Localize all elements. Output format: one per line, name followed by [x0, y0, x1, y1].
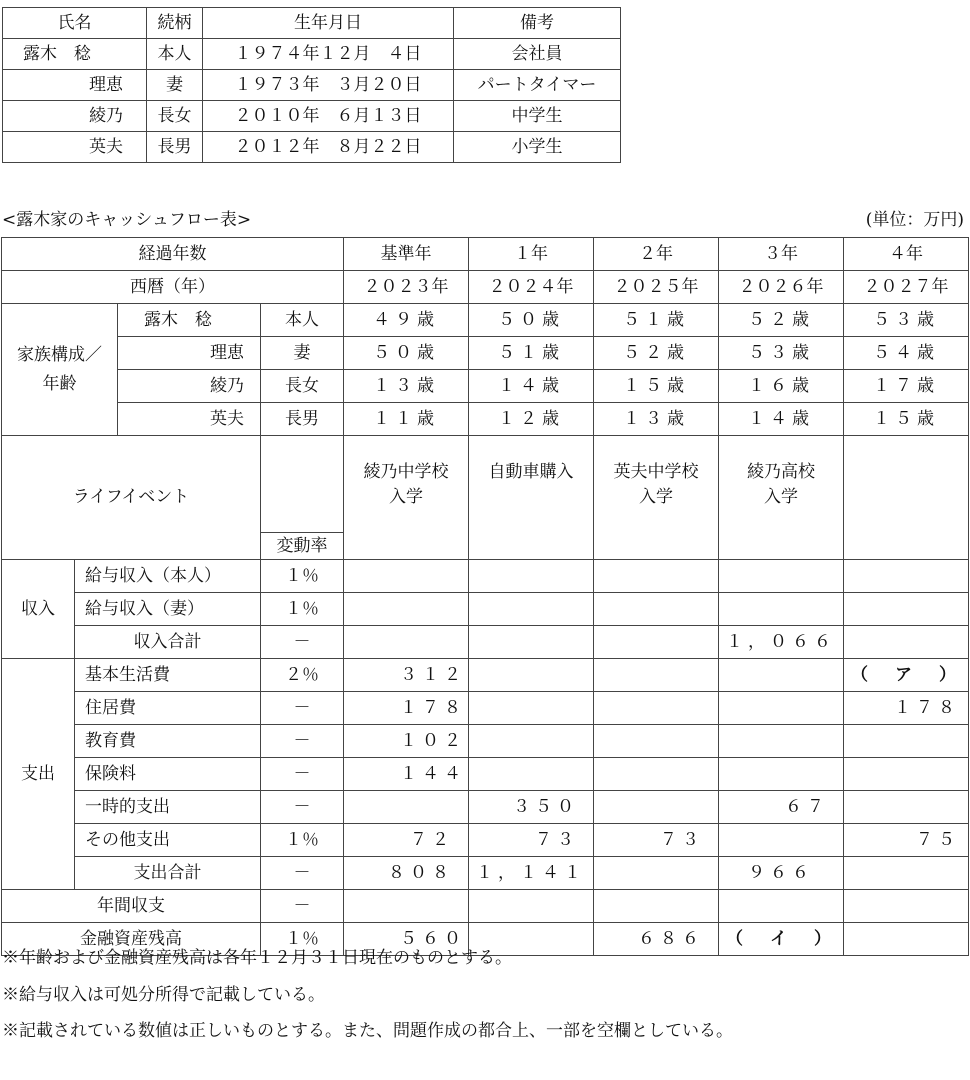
table-row	[2, 370, 969, 403]
value-cell	[719, 593, 844, 626]
member-name: 露木 稔	[118, 304, 261, 337]
age-cell: ５０歳	[344, 337, 469, 370]
age-cell: １７歳	[844, 370, 969, 403]
rate-cell: －	[261, 791, 344, 824]
expense-total-label: 支出合計	[75, 857, 261, 890]
age-cell: ５０歳	[469, 304, 594, 337]
age-cell: ５３歳	[719, 337, 844, 370]
rate-cell: －	[261, 692, 344, 725]
value-cell: １４４	[344, 758, 469, 791]
row-label: 一時的支出	[75, 791, 261, 824]
value-cell: ７５	[844, 824, 969, 857]
value-cell	[594, 791, 719, 824]
value-cell: ７３	[469, 824, 594, 857]
life-event-cell: 自動車購入	[469, 436, 594, 560]
value-cell	[344, 791, 469, 824]
family-age-label	[2, 304, 118, 436]
value-cell	[844, 725, 969, 758]
table-row	[2, 593, 969, 626]
value-cell	[344, 593, 469, 626]
member-relation: 長男	[261, 403, 344, 436]
value-cell	[719, 890, 844, 923]
value-cell	[844, 890, 969, 923]
age-cell: １５歳	[594, 370, 719, 403]
table-row	[3, 101, 621, 132]
value-cell	[469, 758, 594, 791]
blank-a: （ ア ）	[844, 659, 969, 692]
value-cell	[594, 692, 719, 725]
member-birth: １９７４年１２月 ４日	[203, 39, 454, 70]
value-cell	[469, 659, 594, 692]
life-event-cell: 綾乃中学校 入学	[344, 436, 469, 560]
header-birth: 生年月日	[203, 8, 454, 39]
table-row	[2, 857, 969, 890]
row-label: 住居費	[75, 692, 261, 725]
value-cell	[469, 626, 594, 659]
table-row	[2, 403, 969, 436]
value-cell	[469, 593, 594, 626]
member-note: 中学生	[454, 101, 621, 132]
value-cell: １７８	[344, 692, 469, 725]
value-cell	[344, 626, 469, 659]
table-row	[3, 70, 621, 101]
value-cell	[844, 593, 969, 626]
header-relation: 続柄	[147, 8, 203, 39]
row-label: 教育費	[75, 725, 261, 758]
value-cell	[469, 692, 594, 725]
table-row	[2, 758, 969, 791]
value-cell: １，０６６	[719, 626, 844, 659]
family-label-line1: 家族構成／	[17, 344, 102, 365]
value-cell	[594, 857, 719, 890]
label-calendar-year: 西暦（年）	[2, 271, 344, 304]
value-cell	[719, 758, 844, 791]
header-note: 備考	[454, 8, 621, 39]
value-cell	[594, 890, 719, 923]
value-cell: ８０８	[344, 857, 469, 890]
value-cell	[469, 560, 594, 593]
table-row	[2, 659, 969, 692]
value-cell	[719, 824, 844, 857]
rate-cell: １％	[261, 560, 344, 593]
value-cell	[594, 560, 719, 593]
life-event-label: ライフイベント	[2, 436, 261, 560]
value-cell	[844, 560, 969, 593]
table-row	[2, 560, 969, 593]
row-label: 保険料	[75, 758, 261, 791]
assets-label: 金融資産残高	[2, 923, 261, 956]
value-cell: １７８	[844, 692, 969, 725]
value-cell	[844, 758, 969, 791]
member-relation: 長女	[261, 370, 344, 403]
table-row	[3, 39, 621, 70]
member-note: 会社員	[454, 39, 621, 70]
rate-cell: －	[261, 758, 344, 791]
age-cell: ５１歳	[594, 304, 719, 337]
rate-cell: １％	[261, 824, 344, 857]
value-cell	[844, 791, 969, 824]
value-cell	[719, 692, 844, 725]
value-cell	[719, 659, 844, 692]
member-relation: 長男	[147, 132, 203, 163]
expense-label: 支出	[2, 659, 75, 890]
value-cell: ３５０	[469, 791, 594, 824]
age-cell: ５３歳	[844, 304, 969, 337]
member-name: 理恵	[118, 337, 261, 370]
member-birth: ２０１２年 ８月２２日	[203, 132, 454, 163]
value-cell	[719, 560, 844, 593]
member-birth: １９７３年 ３月２０日	[203, 70, 454, 101]
life-event-cell: 綾乃高校 入学	[719, 436, 844, 560]
age-cell: １１歳	[344, 403, 469, 436]
row-label: 給与収入（妻）	[75, 593, 261, 626]
table-row	[3, 132, 621, 163]
year-elapsed: 基準年	[344, 238, 469, 271]
calendar-year: ２０２６年	[719, 271, 844, 304]
value-cell	[469, 890, 594, 923]
rate-cell: －	[261, 890, 344, 923]
age-cell: ５２歳	[594, 337, 719, 370]
life-event-cell: 英夫中学校 入学	[594, 436, 719, 560]
rate-cell: －	[261, 626, 344, 659]
age-cell: １４歳	[719, 403, 844, 436]
member-name: 英夫	[3, 132, 147, 163]
note: ※年齢および金融資産残高は各年１２月３１日現在のものとする。	[2, 948, 512, 968]
age-cell: ４９歳	[344, 304, 469, 337]
calendar-year: ２０２５年	[594, 271, 719, 304]
member-relation: 妻	[147, 70, 203, 101]
value-cell: ７２	[344, 824, 469, 857]
note: ※給与収入は可処分所得で記載している。	[2, 985, 325, 1005]
member-relation: 本人	[261, 304, 344, 337]
age-cell: １２歳	[469, 403, 594, 436]
age-cell: １３歳	[594, 403, 719, 436]
row-label: その他支出	[75, 824, 261, 857]
rate-label: 変動率	[261, 533, 344, 560]
member-relation: 妻	[261, 337, 344, 370]
value-cell	[594, 593, 719, 626]
calendar-year: ２０２３年	[344, 271, 469, 304]
calendar-year: ２０２７年	[844, 271, 969, 304]
rate-cell: ２％	[261, 659, 344, 692]
member-name: 理恵	[3, 70, 147, 101]
row-label: 給与収入（本人）	[75, 560, 261, 593]
table-row	[2, 791, 969, 824]
value-cell	[844, 923, 969, 956]
member-name: 露木 稔	[3, 39, 147, 70]
age-cell: ５２歳	[719, 304, 844, 337]
value-cell	[844, 857, 969, 890]
member-name: 綾乃	[3, 101, 147, 132]
label-years-elapsed: 経過年数	[2, 238, 344, 271]
income-label: 収入	[2, 560, 75, 659]
year-elapsed: １年	[469, 238, 594, 271]
member-note: 小学生	[454, 132, 621, 163]
value-cell	[594, 725, 719, 758]
table-row	[2, 304, 969, 337]
family-table	[2, 7, 621, 163]
member-name: 英夫	[118, 403, 261, 436]
value-cell	[469, 725, 594, 758]
value-cell: ６７	[719, 791, 844, 824]
year-elapsed: ２年	[594, 238, 719, 271]
rate-cell: １％	[261, 593, 344, 626]
cashflow-caption: <露木家のキャッシュフロー表>	[2, 210, 252, 230]
member-name: 綾乃	[118, 370, 261, 403]
age-cell: １３歳	[344, 370, 469, 403]
age-cell: １４歳	[469, 370, 594, 403]
value-cell	[594, 626, 719, 659]
member-relation: 長女	[147, 101, 203, 132]
table-row	[2, 824, 969, 857]
value-cell	[594, 758, 719, 791]
value-cell: １０２	[344, 725, 469, 758]
table-row	[2, 725, 969, 758]
calendar-year: ２０２４年	[469, 271, 594, 304]
table-row	[2, 337, 969, 370]
year-elapsed: ３年	[719, 238, 844, 271]
blank-i: （ イ ）	[719, 923, 844, 956]
value-cell: ３１２	[344, 659, 469, 692]
value-cell: １，１４１	[469, 857, 594, 890]
value-cell: ６８６	[594, 923, 719, 956]
note: ※記載されている数値は正しいものとする。また、問題作成の都合上、一部を空欄としている。	[2, 1021, 733, 1041]
income-total-label: 収入合計	[75, 626, 261, 659]
member-birth: ２０１０年 ６月１３日	[203, 101, 454, 132]
member-relation: 本人	[147, 39, 203, 70]
age-cell: ５１歳	[469, 337, 594, 370]
year-elapsed: ４年	[844, 238, 969, 271]
table-row	[2, 692, 969, 725]
table-row	[2, 626, 969, 659]
value-cell: ９６６	[719, 857, 844, 890]
rate-cell: １％	[261, 923, 344, 956]
age-cell: １５歳	[844, 403, 969, 436]
row-label: 基本生活費	[75, 659, 261, 692]
age-cell: ５４歳	[844, 337, 969, 370]
annual-balance-label: 年間収支	[2, 890, 261, 923]
unit-label: (単位：万円)	[865, 210, 964, 230]
rate-cell: －	[261, 725, 344, 758]
header-name: 氏名	[3, 8, 147, 39]
value-cell	[594, 659, 719, 692]
value-cell	[344, 560, 469, 593]
rate-cell: －	[261, 857, 344, 890]
value-cell: ７３	[594, 824, 719, 857]
life-event-cell	[844, 436, 969, 560]
table-row	[2, 890, 969, 923]
family-label-line2: 年齢	[42, 373, 77, 394]
member-note: パートタイマー	[454, 70, 621, 101]
value-cell	[844, 626, 969, 659]
value-cell: ５６０	[344, 923, 469, 956]
rate-spacer	[261, 436, 344, 533]
value-cell	[719, 725, 844, 758]
cashflow-table	[1, 237, 969, 956]
age-cell: １６歳	[719, 370, 844, 403]
value-cell	[344, 890, 469, 923]
